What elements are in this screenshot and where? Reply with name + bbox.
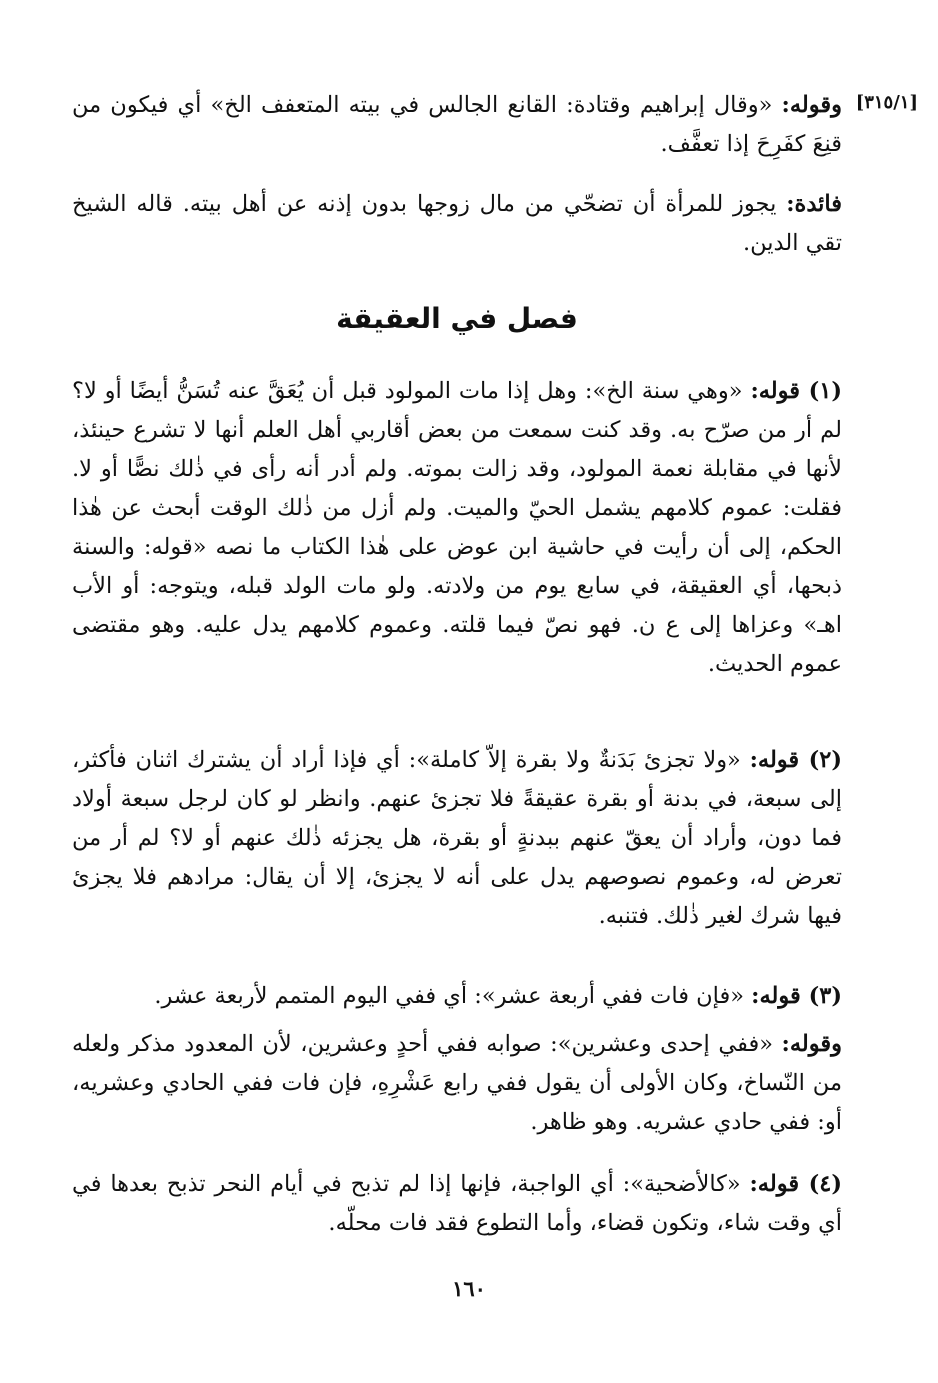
paragraph-lead: (١) قوله: (750, 378, 842, 404)
paragraph-body: «فإن فات ففي أربعة عشر»: أي ففي اليوم المتمم لأربعة عشر. (154, 983, 752, 1009)
paragraph-text (72, 977, 842, 1016)
paragraph-lead: وقوله: (781, 92, 842, 118)
paragraph-body: «وقال إبراهيم وقتادة: القانع الجالس في بيته المتعفف الخ» أي فيكون من قنِعَ كفَرِحَ إذا تعفَّف. (72, 92, 842, 157)
paragraph-body: «وهي سنة الخ»: وهل إذا مات المولود قبل أن يُعَقَّ عنه تُسَنُّ أيضًا أو لا؟ لم أر من صرّح به. وقد كنت سمعت من بعض أقاربي أهل العلم أنها لا تشرع حينئذ، لأنها في مقابلة نعمة المولود، وقد زالت بموته. ولم أدر أنه رأى في ذٰلك نصًّا أو لا. فقلت: عموم كلامهم يشمل الحيّ والميت. ولم أزل من ذٰلك الوقت أبحث عن هٰذا الحكم، إلى أن رأيت في حاشية ابن عوض على هٰذا الكتاب ما نصه «قوله: والسنة ذبحها، أي العقيقة، في سابع يوم من ولادته. ولو مات الولد قبله، ويتوجه: أو الأب اهـ» وعزاها إلى ع ن. فهو نصّ فيما قلته. وعموم كلامهم يدل عليه. وهو مقتضى عموم الحديث. (72, 378, 842, 677)
paragraph-text (72, 1165, 842, 1243)
paragraph-lead: وقوله: (781, 1031, 842, 1057)
paragraph-note-4 (72, 1165, 842, 1243)
paragraph-faida (72, 185, 842, 263)
page-number: ١٦٠ (452, 1276, 486, 1301)
paragraph-text (72, 372, 842, 684)
paragraph-note-2 (72, 741, 842, 936)
paragraph-note-1 (72, 372, 842, 684)
paragraph-lead: فائدة: (786, 191, 842, 217)
paragraph-body: «ولا تجزئ بَدَنةٌ ولا بقرة إلاّ كاملة»: أي فإذا أراد أن يشترك اثنان فأكثر، إلى سبعة، في بدنة أو بقرة عقيقةً فلا تجزئ عنهم. وانظر لو كان لرجل سبعة أولاد فما دون، وأراد أن يعقّ عنهم ببدنةٍ أو بقرة، هل يجزئه ذٰلك عنهم أو لا؟ لم أر من تعرض له، وعموم نصوصهم يدل على أنه لا يجزئ، إلا أن يقال: مرادهم فلا يجزئ فيها شرك لغير ذٰلك. فتنبه. (72, 747, 842, 929)
margin-reference: [٣١٥/١] (855, 92, 918, 113)
paragraph-body: «كالأضحية»: أي الواجبة، فإنها إذا لم تذبح في أيام النحر تذبح بعدها في أي وقت شاء، وتكون قضاء، وأما التطوع فقد فات محلّه. (72, 1171, 842, 1236)
paragraph-note-3 (72, 977, 842, 1016)
paragraph-body: يجوز للمرأة أن تضحّي من مال زوجها بدون إذنه عن أهل بيته. قاله الشيخ تقي الدين. (72, 191, 842, 256)
paragraph-text (72, 741, 842, 936)
paragraph-text (72, 86, 842, 164)
paragraph-text (72, 1025, 842, 1142)
paragraph-note-3-cont (72, 1025, 842, 1142)
paragraph-lead: (٤) قوله: (749, 1171, 842, 1197)
paragraph-lead: (٣) قوله: (751, 983, 842, 1009)
section-heading: فصل في العقيقة (336, 302, 578, 335)
paragraph-lead: (٢) قوله: (749, 747, 842, 773)
paragraph-qawluh-al-qani (72, 86, 842, 164)
paragraph-text (72, 185, 842, 263)
paragraph-body: «ففي إحدى وعشرين»: صوابه ففي أحدٍ وعشرين، لأن المعدود مذكر ولعله من النّساخ، وكان الأولى أن يقول ففي رابع عَشْرِهِ، فإن فات ففي الحادي وعشريه، أو: ففي حادي عشريه. وهو ظاهر. (72, 1031, 842, 1135)
